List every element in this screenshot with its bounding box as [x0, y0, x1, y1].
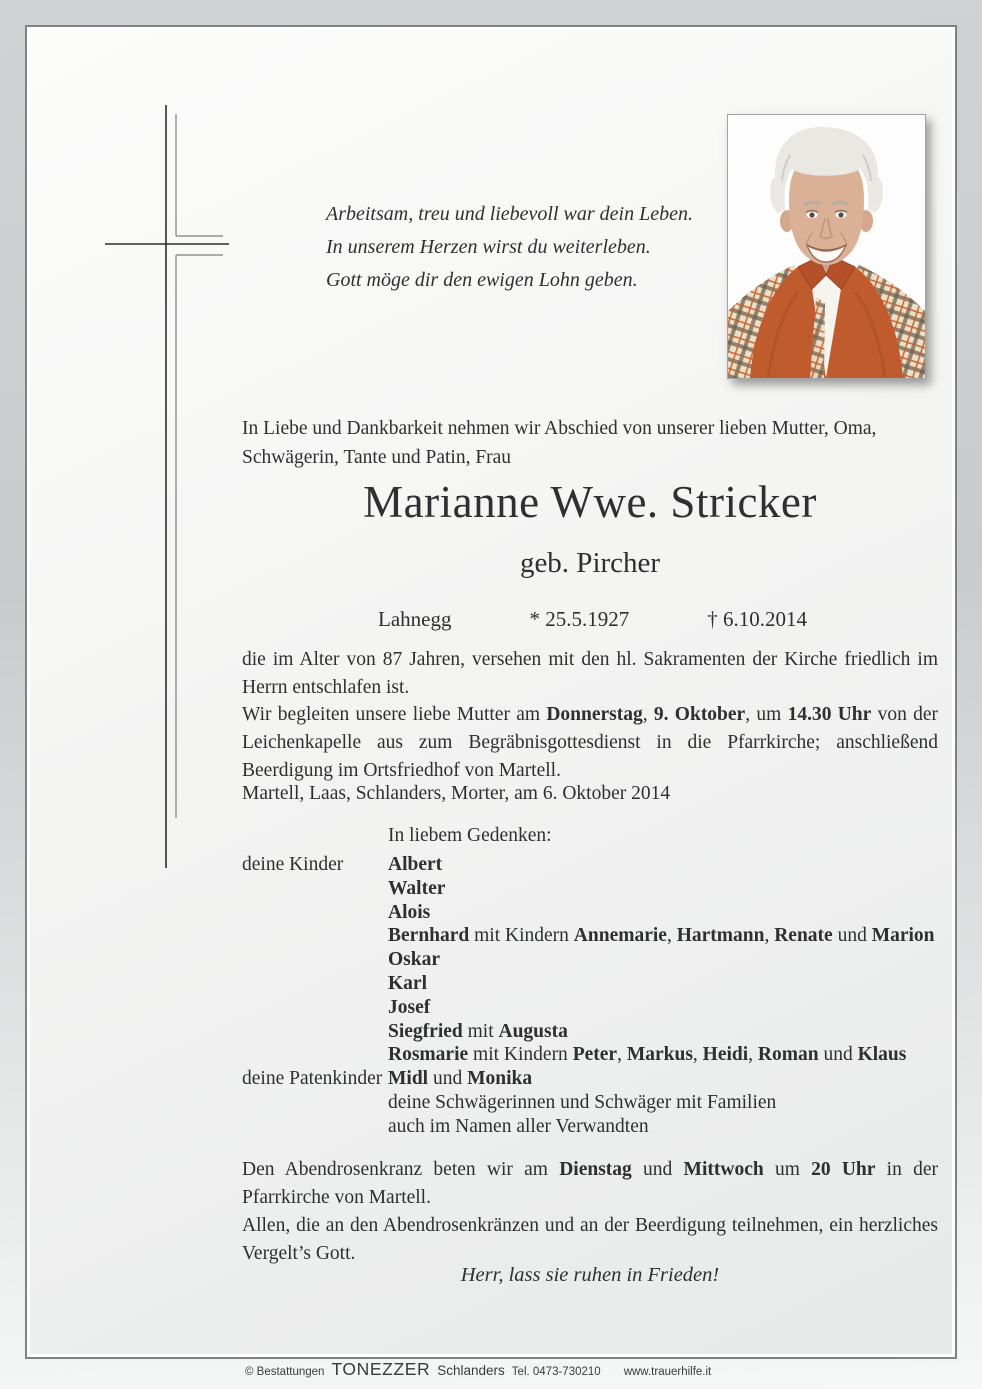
mourner-names: Alois	[388, 901, 431, 923]
mourner-row	[242, 924, 942, 948]
mourner-row	[242, 901, 942, 925]
mourner-names: auch im Namen aller Verwandten	[388, 1115, 649, 1137]
death-notice-text: die im Alter von 87 Jahren, versehen mit den hl. Sakramenten der Kirche friedlich im Herrn entschlafen ist.	[242, 649, 938, 698]
mourner-row	[242, 972, 942, 996]
mourner-row	[242, 853, 942, 877]
mourner-names: Josef	[388, 996, 431, 1018]
mourners-list	[242, 853, 942, 1139]
mourner-names: Oskar	[388, 949, 441, 971]
memorial-poem	[326, 198, 693, 297]
mourner-row	[242, 1043, 942, 1067]
birth-date: * 25.5.1927	[529, 607, 630, 631]
portrait-photo	[727, 114, 926, 379]
rosary-info-text: Den Abendrosenkranz beten wir am Dienstag und Mittwoch um 20 Uhr in der Pfarrkirche von Martell.	[242, 1159, 938, 1208]
maiden-name: geb. Pircher	[519, 547, 661, 579]
mourner-names: Bernhard mit Kindern Annemarie, Hartmann, Renate und Marion	[388, 925, 935, 947]
website-url: www.trauerhilfe.it	[623, 1366, 712, 1378]
funeral-info-text: Wir begleiten unsere liebe Mutter am Donnerstag, 9. Oktober, um 14.30 Uhr von der Leichenkapelle aus zum Begräbnisgottesdienst in die Pfarrkirche; anschließend Beerdigung im Ortsfriedhof von Martell.	[242, 704, 938, 781]
funeral-home-footer	[245, 1359, 711, 1380]
copyright-label: © Bestattungen	[245, 1366, 325, 1378]
poem-line: Arbeitsam, treu und liebevoll war dein Leben.	[326, 203, 693, 225]
intro-text: In Liebe und Dankbarkeit nehmen wir Abschied von unserer lieben Mutter, Oma, Schwägerin, Tante und Patin, Frau	[242, 418, 877, 468]
birthplace: Lahnegg	[378, 607, 452, 631]
mourner-names: Walter	[388, 877, 446, 899]
mourner-row	[242, 877, 942, 901]
mourner-names: Midl und Monika	[388, 1068, 533, 1090]
mourner-names: Rosmarie mit Kindern Peter, Markus, Heidi, Roman und Klaus	[388, 1044, 907, 1066]
card-surface	[30, 30, 952, 1379]
portrait-illustration	[728, 115, 925, 378]
mourner-names: deine Schwägerinnen und Schwäger mit Familien	[388, 1091, 777, 1113]
poem-line: Gott möge dir den ewigen Lohn geben.	[326, 269, 638, 291]
mourner-group-label: deine Kinder	[242, 854, 344, 875]
mourner-names: Siegfried mit Augusta	[388, 1020, 568, 1042]
mourner-row	[242, 948, 942, 972]
mourner-names: Albert	[388, 854, 443, 875]
remembrance-heading: In liebem Gedenken:	[388, 825, 552, 846]
mourner-row	[242, 1091, 942, 1115]
mourner-names: Karl	[388, 972, 427, 994]
death-date: † 6.10.2014	[707, 607, 807, 631]
thanks-text: Allen, die an den Abendrosenkränzen und an der Beerdigung teilnehmen, ein herzliches Vergelt’s Gott.	[242, 1215, 938, 1264]
closing-prayer: Herr, lass sie ruhen in Frieden!	[460, 1264, 720, 1286]
brand-name: TONEZZER	[331, 1359, 431, 1379]
mourner-row	[242, 1115, 942, 1139]
mourner-row	[242, 996, 942, 1020]
obituary-card	[25, 25, 957, 1379]
cross-ornament	[100, 100, 240, 880]
poem-line: In unserem Herzen wirst du weiterleben.	[326, 236, 651, 258]
life-dates	[242, 607, 938, 632]
mourner-row	[242, 1020, 942, 1044]
mourner-row	[242, 1067, 942, 1091]
places-date-line: Martell, Laas, Schlanders, Morter, am 6. Oktober 2014	[242, 783, 671, 804]
place-name: Schlanders	[437, 1363, 505, 1378]
mourner-group-label: deine Patenkinder	[242, 1068, 383, 1090]
deceased-name: Marianne Wwe. Stricker	[363, 477, 817, 527]
phone-number: Tel. 0473-730210	[511, 1366, 601, 1378]
